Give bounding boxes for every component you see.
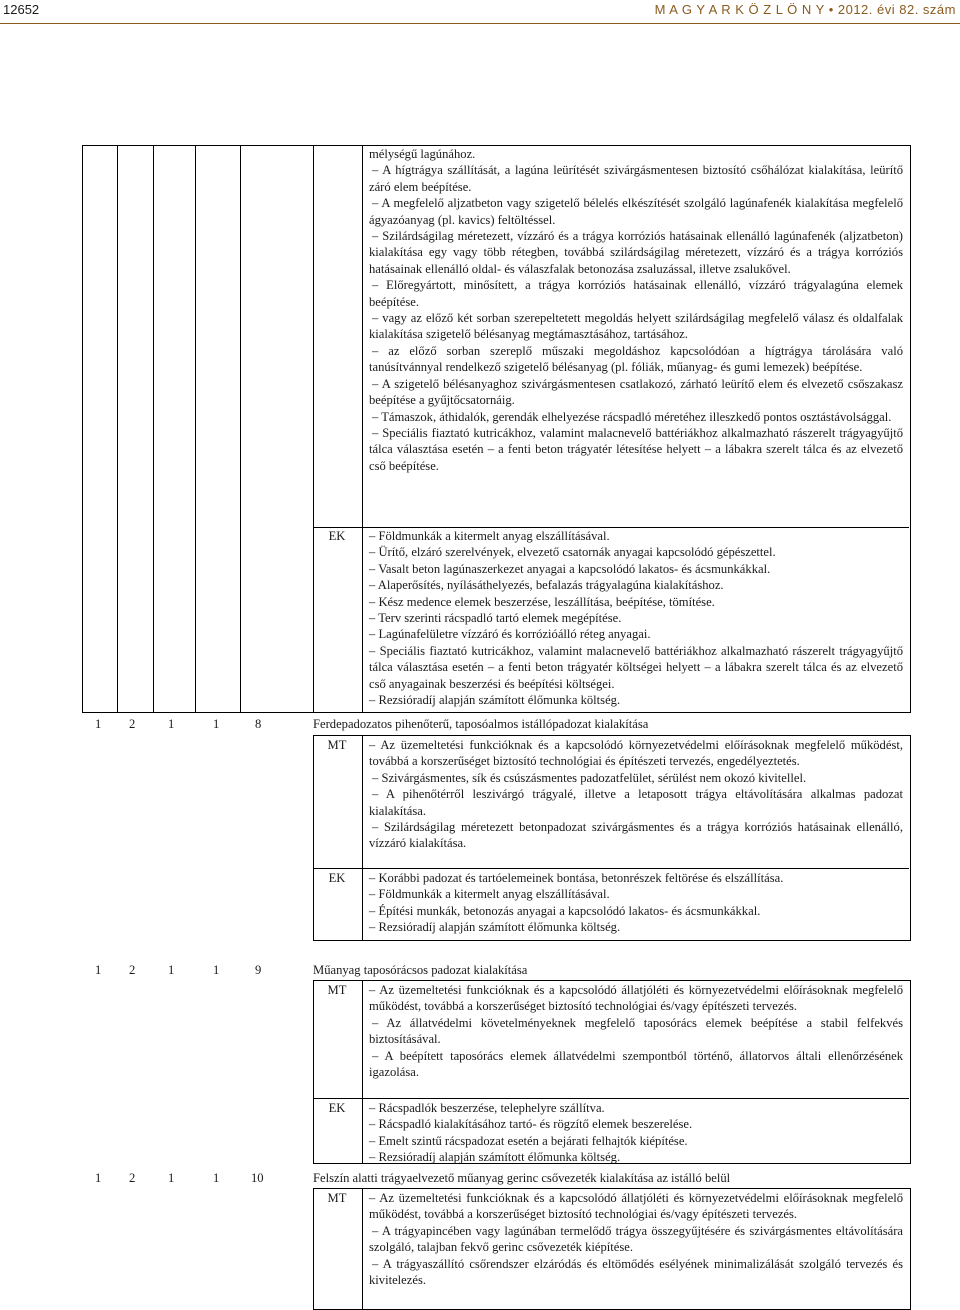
section-title: Felszín alatti trágyaelvezető műanyag gerinc csővezeték kialakítása az istálló belül [313, 1171, 731, 1185]
header-rule [0, 23, 960, 24]
s10-mt-text [369, 1190, 903, 1288]
divider [240, 145, 241, 712]
list-item: – A trágyaszállító csőrendszer elzáródás és eltömődés esélyének minimalizálását szolgáló tervezés és kivitelezés. [369, 1256, 903, 1288]
mt-label: MT [327, 738, 347, 752]
list-item: – Rezsióradíj alapján számított élőmunka költség. [369, 920, 621, 935]
list-item: – Az állatvédelmi követelményeknek megfelelő taposórács elemek beépítése a stabil felfekvés biztosításával. [369, 1015, 903, 1047]
section-code: 1 [213, 963, 220, 977]
page-header [0, 0, 960, 22]
section-code: 1 [95, 717, 102, 731]
list-item: – Vasalt beton lagúnaszerkezet anyagai a kapcsolódó lakatos- és ácsmunkákkal. [369, 561, 771, 576]
list-item: – Rezsióradíj alapján számított élőmunka költség. [369, 1150, 621, 1165]
section-code: 1 [168, 963, 175, 977]
section-code: 2 [129, 1171, 136, 1185]
s9-mt-text [369, 982, 903, 1080]
divider [362, 1188, 363, 1309]
list-item: – Építési munkák, betonozás anyagai a kapcsolódó lakatos- és ácsmunkákkal. [369, 903, 761, 918]
list-item: – Rácspadlók beszerzése, telephelyre szállítva. [369, 1101, 605, 1115]
list-item: – A pihenőtérről leszivárgó trágyalé, illetve a letaposott trágya eltávolítására alkalmas padozat kialakítása. [369, 787, 903, 818]
divider [362, 980, 363, 1163]
ek-label: EK [328, 529, 346, 543]
journal-title: M A G Y A R K Ö Z L Ö N Y • 2012. évi 82. szám [654, 2, 956, 17]
section-code: 1 [213, 1171, 220, 1185]
section-code: 2 [129, 717, 136, 731]
section-title: Ferdepadozatos pihenőterű, taposóalmos istállópadozat kialakítása [313, 717, 649, 731]
list-item: – Szivárgásmentes, sík és csúszásmentes padozatfelület, sérülést nem okozó kivitellel. [372, 770, 807, 785]
divider [195, 145, 196, 712]
ek-label: EK [328, 1101, 346, 1115]
section-code: 1 [95, 1171, 102, 1185]
section-title: Műanyag taposórácsos padozat kialakítása [313, 963, 528, 977]
mt-label: MT [327, 1191, 347, 1205]
divider [313, 868, 909, 869]
list-item: – A beépített taposórács elemek állatvédelmi szempontból történő, állatorvos általi ellenőrzésének igazolása. [369, 1048, 903, 1080]
s9-ek-text [369, 1100, 903, 1166]
list-item: – Előregyártott, minősített, a trágya korróziós hatásainak ellenálló, vízzáró trágyalagúna elemek beépítése. [369, 278, 903, 309]
divider [313, 1098, 909, 1099]
list-item: – Ürítő, elzáró szerelvények, elvezető csatornák anyagai kapcsolódó gépészettel. [369, 545, 776, 560]
divider [313, 145, 314, 712]
list-item: – Speciális fiaztató kutricákhoz, valamint malacnevelő battériákhoz alkalmazható rászerelt trágyagyűjtő tálca választása esetén – a fenti beton trágyatér létesítése helyett – a lábakra szerelt tálca és az elvezető cső beépítése. [369, 425, 903, 473]
list-item: – A trágyapincében vagy lagúnában termelődő trágya összegyűjtésére és szivárgásmentes eltávolítására szolgáló, talajban fekvő gerinc csővezeték kiépítése. [369, 1223, 903, 1255]
ek-label: EK [328, 871, 346, 885]
section-code: 9 [255, 963, 262, 977]
list-item: – vagy az előző két sorban szerepeltetett megoldás helyett szilárdságilag megfelelő válasz és oldalfalak kialakítása szigetelő bélésanyag megtámasztásához, tartásához. [369, 311, 903, 342]
list-item: – Alaperősítés, nyílásáthelyezés, befalazás trágyalagúna kialakításhoz. [369, 578, 724, 593]
list-item: – Speciális fiaztató kutricákhoz, valamint malacnevelő battériákhoz alkalmazható rászerelt trágyagyűjtő tálca választása esetén – a fenti beton trágyatér költségei helyett – a lábakra szerelt tálca és az elvezető cső anyagainak beszerzési és beépítési költségei. [369, 643, 903, 691]
list-item: – Szilárdságilag méretezett betonpadozat szivárgásmentes és a trágya korróziós hatásainak ellenálló, vízzáró kialakítása. [369, 820, 903, 851]
cont-mt-text [369, 146, 903, 474]
list-item: – az előző sorban szereplő műszaki megoldáshoz kapcsolódóan a hígtrágya tárolására való tanúsítvánnyal rendelkező szigetelő bélésanyag (pl. fóliák, műanyag- és gumi lemezek) beépítése. [369, 343, 903, 375]
section-code: 1 [213, 717, 220, 731]
list-item: – Az üzemeltetési funkcióknak és a kapcsolódó állatjóléti és környezetvédelmi előírásoknak megfelelő működést, továbbá a korszerűséget biztosító technológiai és/vagy építészeti tervezés. [369, 983, 903, 1014]
section-code: 10 [251, 1171, 264, 1185]
list-item: – Az üzemeltetési funkcióknak és a kapcsolódó állatjóléti és környezetvédelmi előírásoknak megfelelő működést, továbbá a korszerűséget biztosító technológiai és/vagy építészeti tervezés. [369, 1191, 903, 1222]
divider [362, 145, 363, 712]
list-item: – Rezsióradíj alapján számított élőmunka költség. [369, 693, 621, 708]
section-code: 1 [168, 1171, 175, 1185]
divider [153, 145, 154, 712]
list-item: – Terv szerinti rácspadló tartó elemek megépítése. [369, 611, 622, 626]
list-item: – Emelt szintű rácspadozat esetén a bejárati felhajtók kiépítése. [369, 1133, 688, 1148]
list-item: – Földmunkák a kitermelt anyag elszállításával. [369, 887, 610, 902]
list-item: mélységű lagúnához. [369, 147, 476, 161]
cont-ek-text [369, 528, 903, 708]
section-code: 1 [95, 963, 102, 977]
list-item: – A szigetelő bélésanyaghoz szivárgásmentesen csatlakozó, zárható leürítő elem és elvezető csőszakasz beépítése a gyűjtőcsatornáig. [369, 376, 903, 408]
divider [117, 145, 118, 712]
mt-label: MT [327, 983, 347, 997]
list-item: – Támaszok, áthidalók, gerendák elhelyezése rácspadló méretéhez illeszkedő pontos osztástávolsággal. [372, 409, 892, 424]
list-item: – Földmunkák a kitermelt anyag elszállításával. [369, 529, 610, 543]
divider [362, 735, 363, 940]
page-number: 12652 [3, 2, 40, 17]
list-item: – Rácspadló kialakításához tartó- és rögzítő elemek beszerelése. [369, 1117, 693, 1132]
section-code: 1 [168, 717, 175, 731]
list-item: – Az üzemeltetési funkcióknak és a kapcsolódó környezetvédelmi előírásoknak megfelelő működést, továbbá a korszerűséget biztosító technológiai és építészeti tervezés, engedélyeztetés. [369, 738, 903, 769]
list-item: – Kész medence elemek beszerzése, leszállítása, beépítése, tömítése. [369, 594, 715, 609]
list-item: – A megfelelő aljzatbeton vagy szigetelő bélelés elkészítését szolgáló lagúnafenék kialakítása megfelelő ágyazóanyag (pl. kavics) feltöltéssel. [369, 196, 903, 227]
list-item: – A hígtrágya szállítását, a lagúna leürítését szivárgásmentesen biztosító csőhálózat kialakítása, leürítő záró elem beépítése. [369, 163, 903, 194]
list-item: – Szilárdságilag méretezett, vízzáró és a trágya korróziós hatásainak ellenálló lagúnafenék (aljzatbeton) kialakítása egy vagy több rétegben, továbbá szilárdságilag méretezett, vízzáró és a trágya korróziós hatásainak ellenálló oldal- és válaszfalak betonozása zsaluzással, illetve zsalukővel. [369, 229, 903, 276]
s8-mt-text [369, 737, 903, 852]
section-code: 8 [255, 717, 262, 731]
section-code: 2 [129, 963, 136, 977]
list-item: – Lagúnafelületre vízzáró és korrózióálló réteg anyagai. [369, 627, 651, 642]
s8-ek-text [369, 870, 903, 936]
list-item: – Korábbi padozat és tartóelemeinek bontása, betonrészek feltörése és elszállítása. [369, 871, 784, 885]
